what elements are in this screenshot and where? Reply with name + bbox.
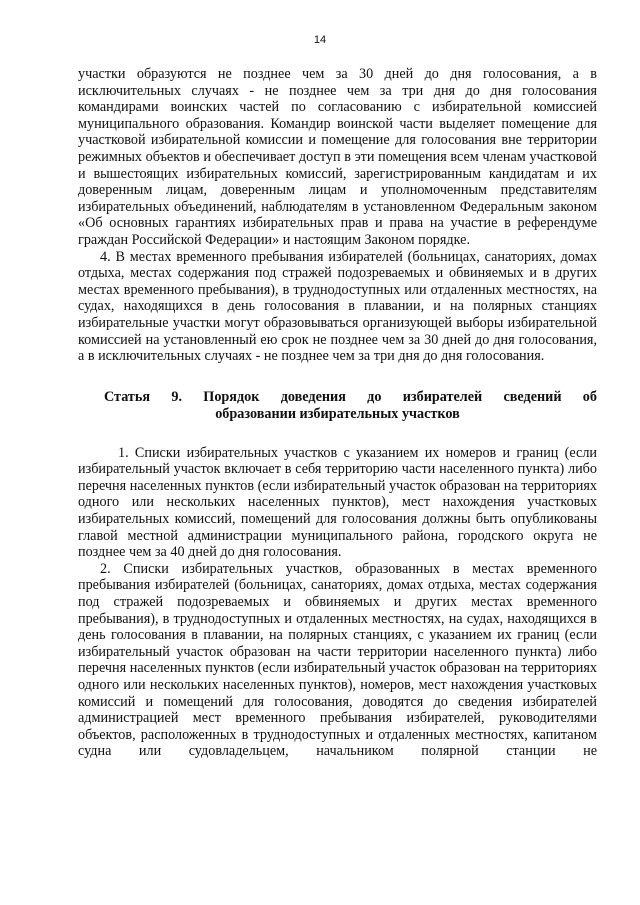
document-body xyxy=(78,66,597,760)
page-number: 14 xyxy=(313,34,327,46)
paragraph-item-1: 1. Списки избирательных участков с указанием их номеров и границ (если избирательный участок включает в себя территорию части населенного пункта) либо перечня населенных пунктов (если избирательный участок образован на территориях одного или нескольких населенных пунктов), мест нахождения участковых избирательных комиссий, помещений для голосования должны быть опубликованы главой местной администрации муниципального района, городского округа не позднее чем за 40 дней до дня голосования. xyxy=(78,444,597,561)
article-heading-line2: образовании избирательных участков xyxy=(215,405,460,422)
paragraph-continuation: участки образуются не позднее чем за 30 дней до дня голосования, а в исключительных случаях - не позднее чем за три дня до дня голосования командирами воинских частей по согласованию с избирательной комиссией муниципального образования. Командир воинской части выделяет помещение для участковой избирательной комиссии и помещение для голосования вне территории режимных объектов и обеспечивает доступ в эти помещения всем членам участковой и вышестоящих избирательных комиссий, зарегистрированным кандидатам и их доверенным лицам, доверенным лицам и уполномоченным представителям избирательных объединений, наблюдателям в установленном Федеральным законом «Об основных гарантиях избирательных прав и права на участие в референдуме граждан Российской Федерации» и настоящим Законом порядке. xyxy=(78,66,597,248)
article-heading-line1: Статья 9. Порядок доведения до избирателей сведений об xyxy=(104,388,597,405)
paragraph-item-2: 2. Списки избирательных участков, образованных в местах временного пребывания избирателей (больницах, санаториях, домах отдыха, местах содержания под стражей подозреваемых и обвиняемых и других местах временного пребывания), в труднодоступных и отдаленных местностях, на судах, находящихся в день голосования в плавании, на полярных станциях, с указанием их границ (если избирательный участок образован на части территории населенного пункта) либо перечня населенных пунктов (если избирательный участок образован на территориях одного или нескольких населенных пунктов), номеров, мест нахождения участковых комиссий и помещений для голосования, доводятся до сведения избирателей администрацией мест временного пребывания избирателей, руководителями объектов, расположенных в труднодоступных и отдаленных местностях, капитаном судна или судовладельцем, начальником полярной станции не xyxy=(78,560,597,760)
article-heading xyxy=(78,389,597,423)
paragraph-item-4: 4. В местах временного пребывания избирателей (больницах, санаториях, домах отдыха, местах содержания под стражей подозреваемых и обвиняемых и в других местах временного пребывания), в труднодоступных или отдаленных местностях, на судах, находящихся в день голосования в плавании, и на полярных станциях избирательные участки могут образовываться организующей выборы избирательной комиссией на установленный ею срок не позднее чем за 30 дней до дня голосования, а в исключительных случаях - не позднее чем за три дня до дня голосования. xyxy=(78,248,597,365)
